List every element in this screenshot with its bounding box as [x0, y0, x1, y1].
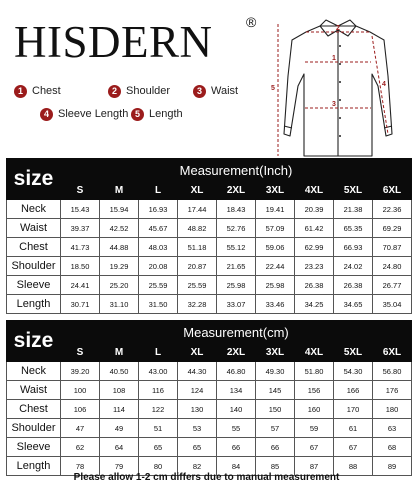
row-label: Neck — [7, 362, 61, 381]
table-row-waist — [7, 219, 412, 238]
table-cell: 65.35 — [334, 219, 373, 238]
table-cell: 25.98 — [256, 276, 295, 295]
table-cell: 114 — [100, 400, 139, 419]
table-cell: 108 — [100, 381, 139, 400]
table-cell: 160 — [295, 400, 334, 419]
table-row-shoulder — [7, 257, 412, 276]
legend-item-shoulder — [108, 84, 170, 98]
size-header: 2XL — [217, 182, 256, 200]
row-label: Neck — [7, 200, 61, 219]
table-cell: 82 — [178, 457, 217, 476]
table-cell: 19.41 — [256, 200, 295, 219]
table-cell: 52.76 — [217, 219, 256, 238]
table-cell: 89 — [373, 457, 412, 476]
size-corner: size — [7, 321, 61, 362]
table-cell: 170 — [334, 400, 373, 419]
table-cell: 87 — [295, 457, 334, 476]
table-cell: 106 — [61, 400, 100, 419]
row-label: Length — [7, 295, 61, 314]
table-cell: 25.59 — [139, 276, 178, 295]
table-cell: 26.77 — [373, 276, 412, 295]
table-cell: 32.28 — [178, 295, 217, 314]
table-cell: 134 — [217, 381, 256, 400]
table-cell: 59 — [295, 419, 334, 438]
table-row-chest — [7, 400, 412, 419]
table-cell: 47 — [61, 419, 100, 438]
table-cell: 26.38 — [334, 276, 373, 295]
size-header: M — [100, 182, 139, 200]
table-cell: 122 — [139, 400, 178, 419]
table-cell: 15.43 — [61, 200, 100, 219]
table-cell: 23.23 — [295, 257, 334, 276]
table-row-neck — [7, 200, 412, 219]
table-cell: 67 — [334, 438, 373, 457]
table-cell: 78 — [61, 457, 100, 476]
table-cell: 39.20 — [61, 362, 100, 381]
row-label: Shoulder — [7, 419, 61, 438]
size-header: 2XL — [217, 344, 256, 362]
row-label: Waist — [7, 219, 61, 238]
table-cell: 48.82 — [178, 219, 217, 238]
size-header: M — [100, 344, 139, 362]
table-cell: 21.65 — [217, 257, 256, 276]
table-row-sleeve — [7, 276, 412, 295]
table-cell: 41.73 — [61, 238, 100, 257]
table-row-sleeve — [7, 438, 412, 457]
number-badge-icon: 1 — [14, 85, 27, 98]
table-row-shoulder — [7, 419, 412, 438]
table-cell: 21.38 — [334, 200, 373, 219]
table-cell: 20.39 — [295, 200, 334, 219]
table-cell: 15.94 — [100, 200, 139, 219]
table-cell: 140 — [217, 400, 256, 419]
table-row-waist — [7, 381, 412, 400]
table-cell: 65 — [178, 438, 217, 457]
table-cell: 24.80 — [373, 257, 412, 276]
row-label: Sleeve — [7, 438, 61, 457]
diagram-marker-sleeve: 4 — [382, 81, 386, 88]
table-cell: 56.80 — [373, 362, 412, 381]
table-cell: 145 — [256, 381, 295, 400]
size-header: 5XL — [334, 344, 373, 362]
row-label: Waist — [7, 381, 61, 400]
table-cell: 17.44 — [178, 200, 217, 219]
table-cell: 68 — [373, 438, 412, 457]
row-label: Length — [7, 457, 61, 476]
legend-item-sleeve-length — [40, 107, 128, 121]
table-cell: 20.87 — [178, 257, 217, 276]
size-header: 4XL — [295, 182, 334, 200]
table-cell: 150 — [256, 400, 295, 419]
table-cell: 19.29 — [100, 257, 139, 276]
size-header: S — [61, 344, 100, 362]
number-badge-icon: 5 — [131, 108, 144, 121]
table-cell: 100 — [61, 381, 100, 400]
table-cell: 57.09 — [256, 219, 295, 238]
table-cell: 124 — [178, 381, 217, 400]
size-table-inch — [6, 158, 412, 314]
size-header: L — [139, 182, 178, 200]
brand-logo-text: HISDERN — [14, 17, 213, 67]
size-header: XL — [178, 344, 217, 362]
table-cell: 22.36 — [373, 200, 412, 219]
size-header: XL — [178, 182, 217, 200]
table-cell: 55.12 — [217, 238, 256, 257]
table-cell: 67 — [295, 438, 334, 457]
table-cell: 88 — [334, 457, 373, 476]
table-cell: 66.93 — [334, 238, 373, 257]
diagram-marker-chest: 1 — [332, 55, 336, 62]
size-header: S — [61, 182, 100, 200]
table-cell: 54.30 — [334, 362, 373, 381]
table-title: Measurement(cm) — [61, 321, 412, 344]
size-header: 4XL — [295, 344, 334, 362]
table-cell: 49.30 — [256, 362, 295, 381]
table-cell: 45.67 — [139, 219, 178, 238]
table-cell: 65 — [139, 438, 178, 457]
table-cell: 69.29 — [373, 219, 412, 238]
number-badge-icon: 4 — [40, 108, 53, 121]
table-cell: 51.80 — [295, 362, 334, 381]
diagram-marker-shoulder: 2 — [336, 25, 340, 32]
table-cell: 61 — [334, 419, 373, 438]
table-title: Measurement(Inch) — [61, 159, 412, 182]
size-header: 5XL — [334, 182, 373, 200]
table-cell: 34.25 — [295, 295, 334, 314]
table-cell: 31.50 — [139, 295, 178, 314]
size-table-cm — [6, 320, 412, 476]
table-row-length — [7, 295, 412, 314]
table-cell: 85 — [256, 457, 295, 476]
row-label: Shoulder — [7, 257, 61, 276]
table-cell: 62 — [61, 438, 100, 457]
table-cell: 33.46 — [256, 295, 295, 314]
number-badge-icon: 2 — [108, 85, 121, 98]
table-cell: 156 — [295, 381, 334, 400]
number-badge-icon: 3 — [193, 85, 206, 98]
size-header: 6XL — [373, 182, 412, 200]
table-cell: 22.44 — [256, 257, 295, 276]
legend-label: Sleeve Length — [58, 108, 129, 121]
table-cell: 66 — [217, 438, 256, 457]
table-row-neck — [7, 362, 412, 381]
table-cell: 44.30 — [178, 362, 217, 381]
shirt-diagram-icon — [268, 16, 408, 166]
table-cell: 176 — [373, 381, 412, 400]
diagram-marker-length: 5 — [271, 85, 275, 92]
legend-item-waist — [193, 84, 238, 98]
table-cell: 20.08 — [139, 257, 178, 276]
table-cell: 18.50 — [61, 257, 100, 276]
row-label: Sleeve — [7, 276, 61, 295]
table-cell: 70.87 — [373, 238, 412, 257]
table-cell: 51 — [139, 419, 178, 438]
table-cell: 84 — [217, 457, 256, 476]
table-cell: 31.10 — [100, 295, 139, 314]
table-cell: 18.43 — [217, 200, 256, 219]
table-cell: 49 — [100, 419, 139, 438]
size-header: 6XL — [373, 344, 412, 362]
table-cell: 48.03 — [139, 238, 178, 257]
table-cell: 42.52 — [100, 219, 139, 238]
row-label: Chest — [7, 238, 61, 257]
table-cell: 34.65 — [334, 295, 373, 314]
table-cell: 25.98 — [217, 276, 256, 295]
table-cell: 33.07 — [217, 295, 256, 314]
table-cell: 43.00 — [139, 362, 178, 381]
table-cell: 39.37 — [61, 219, 100, 238]
legend-item-length — [131, 107, 183, 121]
table-cell: 116 — [139, 381, 178, 400]
table-cell: 44.88 — [100, 238, 139, 257]
table-cell: 40.50 — [100, 362, 139, 381]
table-cell: 35.04 — [373, 295, 412, 314]
table-cell: 25.59 — [178, 276, 217, 295]
table-cell: 79 — [100, 457, 139, 476]
legend-item-chest — [14, 84, 61, 98]
diagram-marker-waist: 3 — [332, 101, 336, 108]
legend-label: Waist — [211, 85, 239, 98]
size-corner: size — [7, 159, 61, 200]
table-cell: 51.18 — [178, 238, 217, 257]
table-cell: 24.02 — [334, 257, 373, 276]
legend-label: Chest — [32, 85, 61, 98]
table-cell: 30.71 — [61, 295, 100, 314]
table-cell: 62.99 — [295, 238, 334, 257]
row-label: Chest — [7, 400, 61, 419]
table-cell: 53 — [178, 419, 217, 438]
table-cell: 55 — [217, 419, 256, 438]
table-cell: 25.20 — [100, 276, 139, 295]
table-cell: 59.06 — [256, 238, 295, 257]
size-header: L — [139, 344, 178, 362]
table-cell: 166 — [334, 381, 373, 400]
legend-label: Length — [149, 108, 183, 121]
table-row-chest — [7, 238, 412, 257]
table-cell: 46.80 — [217, 362, 256, 381]
legend-label: Shoulder — [126, 85, 171, 98]
table-cell: 80 — [139, 457, 178, 476]
table-cell: 64 — [100, 438, 139, 457]
registered-mark: ® — [246, 14, 257, 30]
table-cell: 130 — [178, 400, 217, 419]
table-cell: 16.93 — [139, 200, 178, 219]
table-cell: 63 — [373, 419, 412, 438]
table-cell: 180 — [373, 400, 412, 419]
table-cell: 66 — [256, 438, 295, 457]
table-cell: 57 — [256, 419, 295, 438]
table-cell: 61.42 — [295, 219, 334, 238]
footer-note: Please allow 1-2 cm differs due to manual measurement — [73, 472, 340, 483]
table-cell: 24.41 — [61, 276, 100, 295]
table-cell: 26.38 — [295, 276, 334, 295]
size-header: 3XL — [256, 344, 295, 362]
size-header: 3XL — [256, 182, 295, 200]
